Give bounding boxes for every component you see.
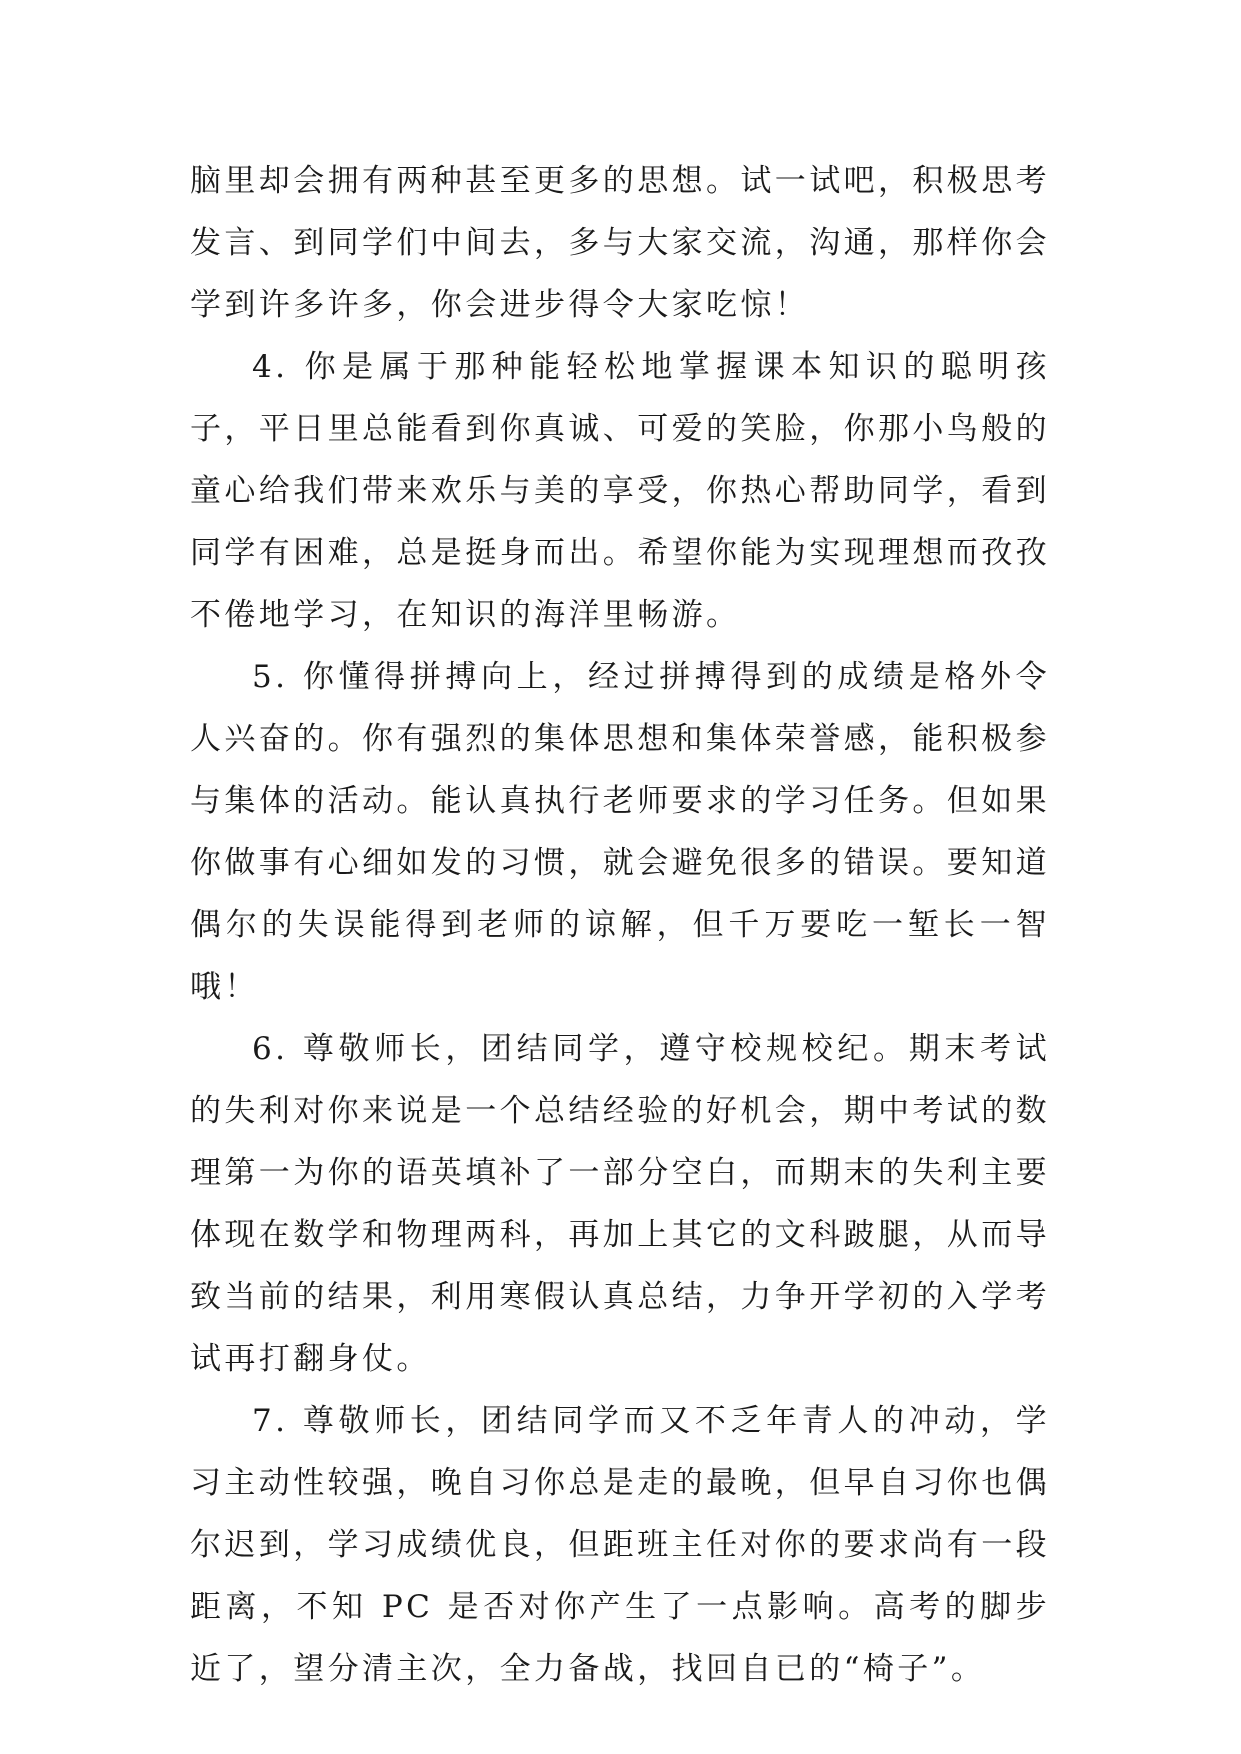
paragraph-comment-6: 6. 尊敬师长，团结同学，遵守校规校纪。期末考试的失利对你来说是一个总结经验的好机会，期中考试的数理第一为你的语英填补了一部分空白，而期末的失利主要体现在数学和物理两科，再加上其它的文科跛腿，从而导致当前的结果，利用寒假认真总结，力争开学初的入学考试再打翻身仗。 (190, 1031, 1050, 1377)
paragraph-comment-7: 7. 尊敬师长，团结同学而又不乏年青人的冲动，学习主动性较强，晚自习你总是走的最晚，但早自习你也偶尔迟到，学习成绩优良，但距班主任对你的要求尚有一段距离，不知 PC 是否对你产生了一点影响。高考的脚步近了，望分清主次，全力备战，找回自已的“椅子”。 (190, 1403, 1050, 1687)
paragraph-continuation: 脑里却会拥有两种甚至更多的思想。试一试吧，积极思考发言、到同学们中间去，多与大家交流，沟通，那样你会学到许多许多，你会进步得令大家吃惊！ (190, 163, 1050, 323)
paragraph-comment-5: 5. 你懂得拼搏向上，经过拼搏得到的成绩是格外令人兴奋的。你有强烈的集体思想和集体荣誉感，能积极参与集体的活动。能认真执行老师要求的学习任务。但如果你做事有心细如发的习惯，就会避免很多的错误。要知道偶尔的失误能得到老师的谅解，但千万要吃一堑长一智哦！ (190, 659, 1050, 1005)
paragraph-comment-4: 4. 你是属于那种能轻松地掌握课本知识的聪明孩子，平日里总能看到你真诚、可爱的笑脸，你那小鸟般的童心给我们带来欢乐与美的享受，你热心帮助同学，看到同学有困难，总是挺身而出。希望你能为实现理想而孜孜不倦地学习，在知识的海洋里畅游。 (190, 349, 1050, 633)
body-text (190, 150, 1050, 1700)
